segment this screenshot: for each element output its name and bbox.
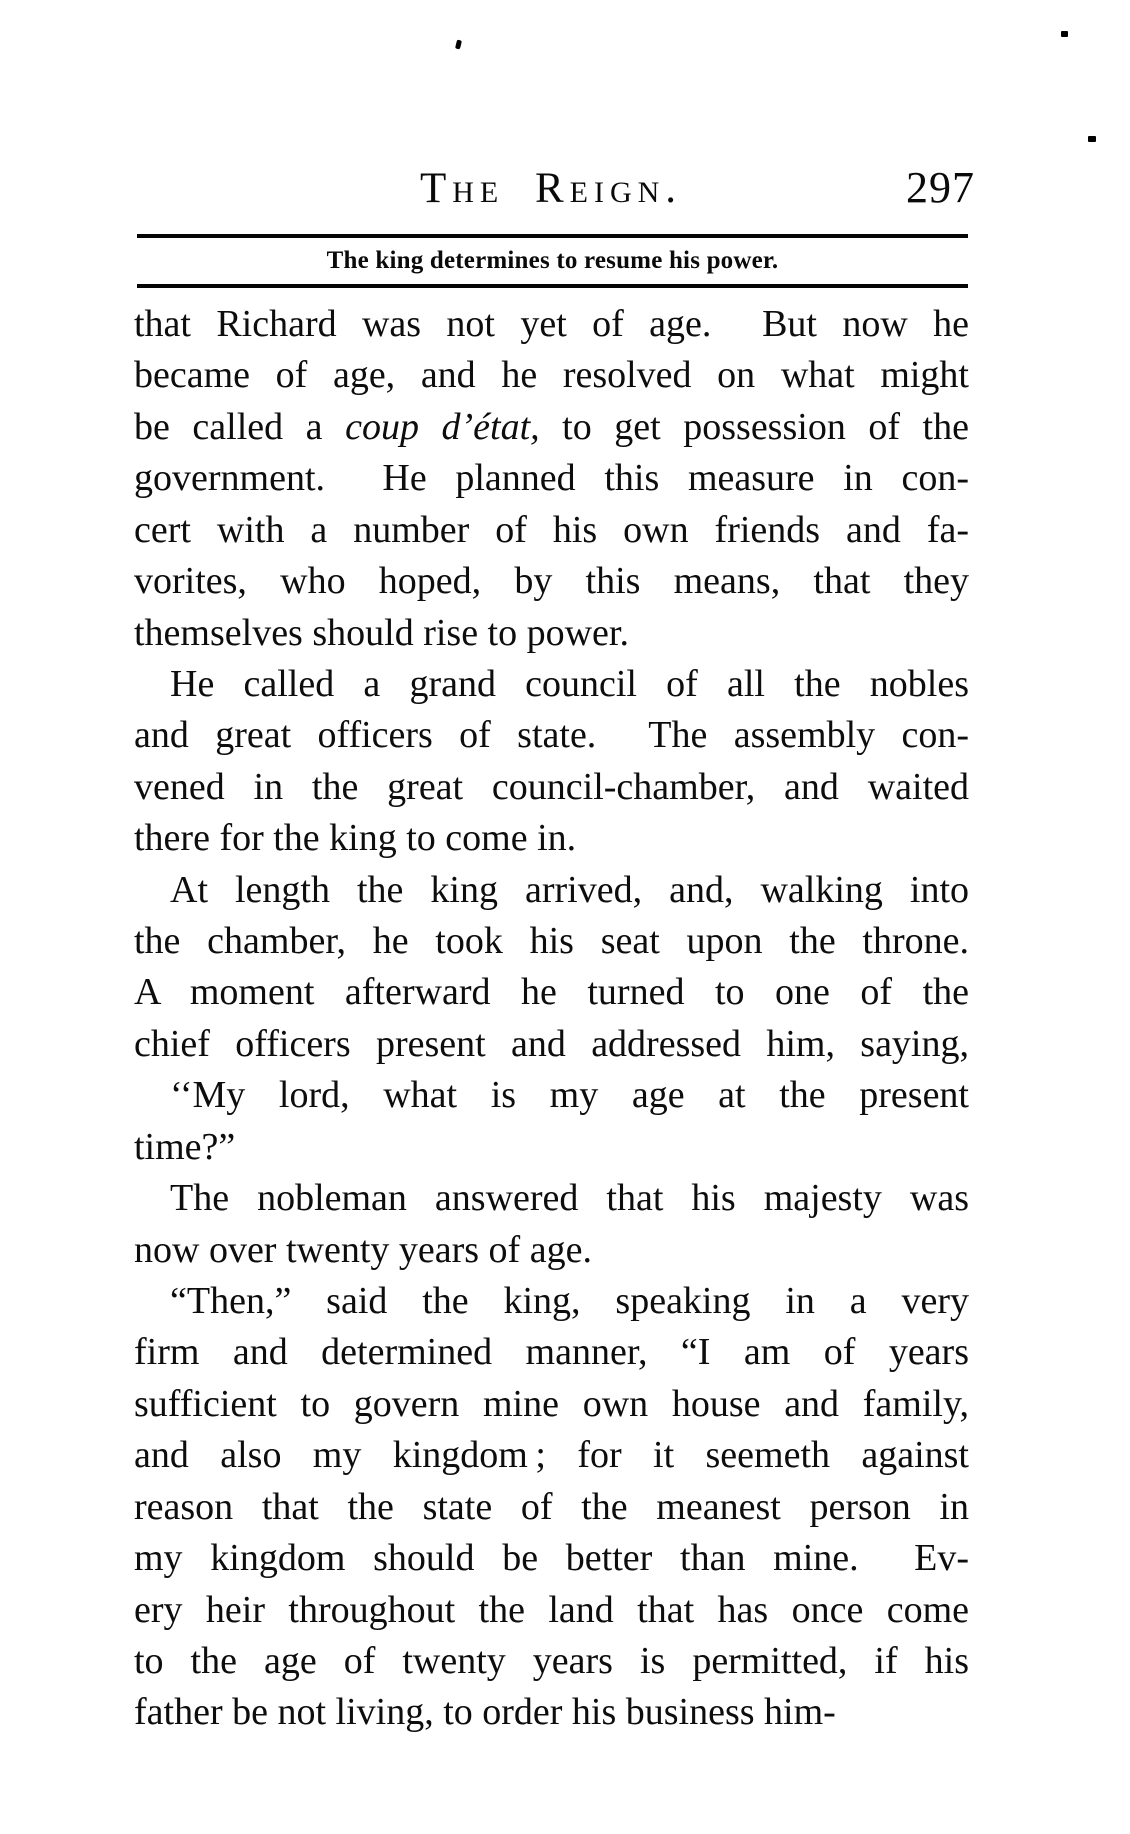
- chapter-caption: The king determines to resume his power.: [326, 247, 779, 274]
- body-line: He called a grand council of all the nobles: [170, 662, 969, 705]
- body-line: my kingdom should be better than mine. Ev-: [134, 1537, 969, 1580]
- header-rule-bottom: [137, 284, 968, 288]
- body-line: that Richard was not yet of age. But now he: [134, 303, 969, 345]
- body-line: reason that the state of the meanest person in: [134, 1485, 969, 1528]
- body-line: [134, 402, 969, 453]
- body-line: time?”: [134, 1125, 236, 1168]
- body-line: ery heir throughout the land that has once come: [134, 1588, 969, 1631]
- scan-speck: [455, 40, 462, 50]
- body-line: father be not living, to order his business him-: [134, 1691, 836, 1734]
- scan-speck: [1088, 136, 1096, 142]
- body-line-italic-segment: coup d’état,: [345, 405, 540, 448]
- body-line: themselves should rise to power.: [134, 611, 629, 654]
- body-line: At length the king arrived, and, walking into: [170, 868, 969, 911]
- body-line: there for the king to come in.: [134, 817, 577, 860]
- body-line: chief officers present and addressed him, saying,: [134, 1022, 969, 1065]
- body-line: to the age of twenty years is permitted, if his: [134, 1639, 969, 1682]
- header-rule-top: [137, 234, 968, 238]
- body-line-segment: to get possession of the: [539, 405, 969, 448]
- body-line: and also my kingdom ; for it seemeth against: [134, 1434, 969, 1477]
- body-line: now over twenty years of age.: [134, 1228, 592, 1271]
- body-line: A moment afterward he turned to one of the: [134, 971, 969, 1014]
- body-line: became of age, and he resolved on what might: [134, 354, 969, 397]
- running-title: The Reign.: [419, 165, 683, 212]
- body-line: vorites, who hoped, by this means, that they: [134, 560, 969, 603]
- body-line: government. He planned this measure in con-: [134, 457, 969, 500]
- body-line: “Then,” said the king, speaking in a very: [170, 1280, 969, 1323]
- scan-speck: [1061, 31, 1068, 37]
- body-line: cert with a number of his own friends and fa-: [134, 508, 969, 551]
- body-line: ‘‘My lord, what is my age at the present: [170, 1074, 969, 1117]
- page-number: 297: [906, 163, 975, 212]
- body-line: The nobleman answered that his majesty was: [170, 1177, 969, 1220]
- body-line: the chamber, he took his seat upon the throne.: [134, 920, 969, 963]
- body-line: firm and determined manner, “I am of years: [134, 1331, 969, 1374]
- body-line: and great officers of state. The assembly con-: [134, 714, 969, 757]
- body-line-segment: be called a: [134, 405, 346, 448]
- body-line: sufficient to govern mine own house and family,: [134, 1382, 969, 1425]
- body-text: [134, 299, 969, 1739]
- body-line: vened in the great council-chamber, and waited: [134, 765, 969, 808]
